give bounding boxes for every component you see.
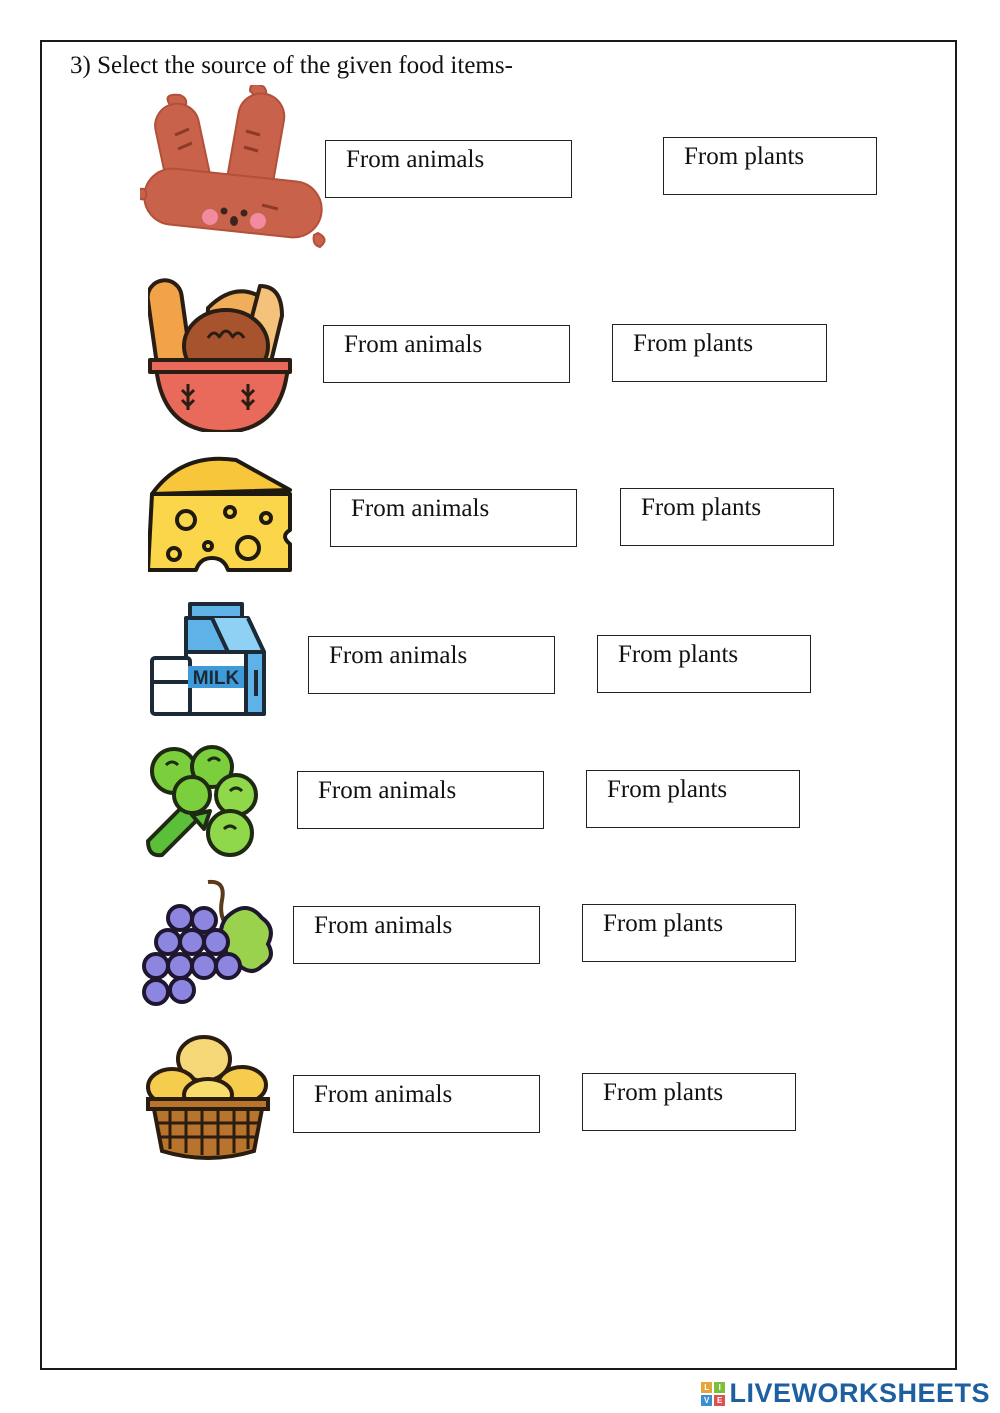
question-text: 3) Select the source of the given food items- [70,52,513,79]
option-from-animals-sausages[interactable]: From animals [325,140,572,198]
logo-letter: L [701,1382,712,1393]
milk-label: MILK [192,668,240,689]
option-from-animals-potatoes[interactable]: From animals [293,1075,540,1133]
food-row-potatoes [0,1035,1000,1165]
option-from-plants-bread[interactable]: From plants [612,324,827,382]
grapes-icon [140,878,276,1014]
milk-carton-icon [148,600,270,718]
food-row-milk [0,598,1000,728]
food-row-cheese [0,452,1000,582]
option-from-plants-grapes[interactable]: From plants [582,904,796,962]
cheese-icon [148,454,296,578]
option-from-plants-potatoes[interactable]: From plants [582,1073,796,1131]
liveworksheets-watermark [701,1378,990,1409]
option-from-animals-broccoli[interactable]: From animals [297,771,544,829]
option-from-animals-milk[interactable]: From animals [308,636,555,694]
logo-letter: I [714,1382,725,1393]
option-from-plants-milk[interactable]: From plants [597,635,811,693]
option-from-animals-bread[interactable]: From animals [323,325,570,383]
option-from-plants-broccoli[interactable]: From plants [586,770,800,828]
food-row-bread [0,270,1000,400]
brand-name: LIVEWORKSHEETS [729,1378,990,1408]
food-row-grapes [0,878,1000,1008]
potato-basket-icon [144,1035,272,1161]
option-from-plants-sausages[interactable]: From plants [663,137,877,195]
option-from-animals-cheese[interactable]: From animals [330,489,577,547]
food-row-broccoli [0,745,1000,875]
liveworksheets-logo [701,1382,725,1406]
option-from-animals-grapes[interactable]: From animals [293,906,540,964]
broccoli-icon [142,745,260,863]
logo-letter: E [714,1395,725,1406]
bread-basket-icon [148,274,293,432]
logo-letter: V [701,1395,712,1406]
option-from-plants-cheese[interactable]: From plants [620,488,834,546]
food-row-sausages [0,85,1000,215]
sausage-icon [140,85,330,260]
